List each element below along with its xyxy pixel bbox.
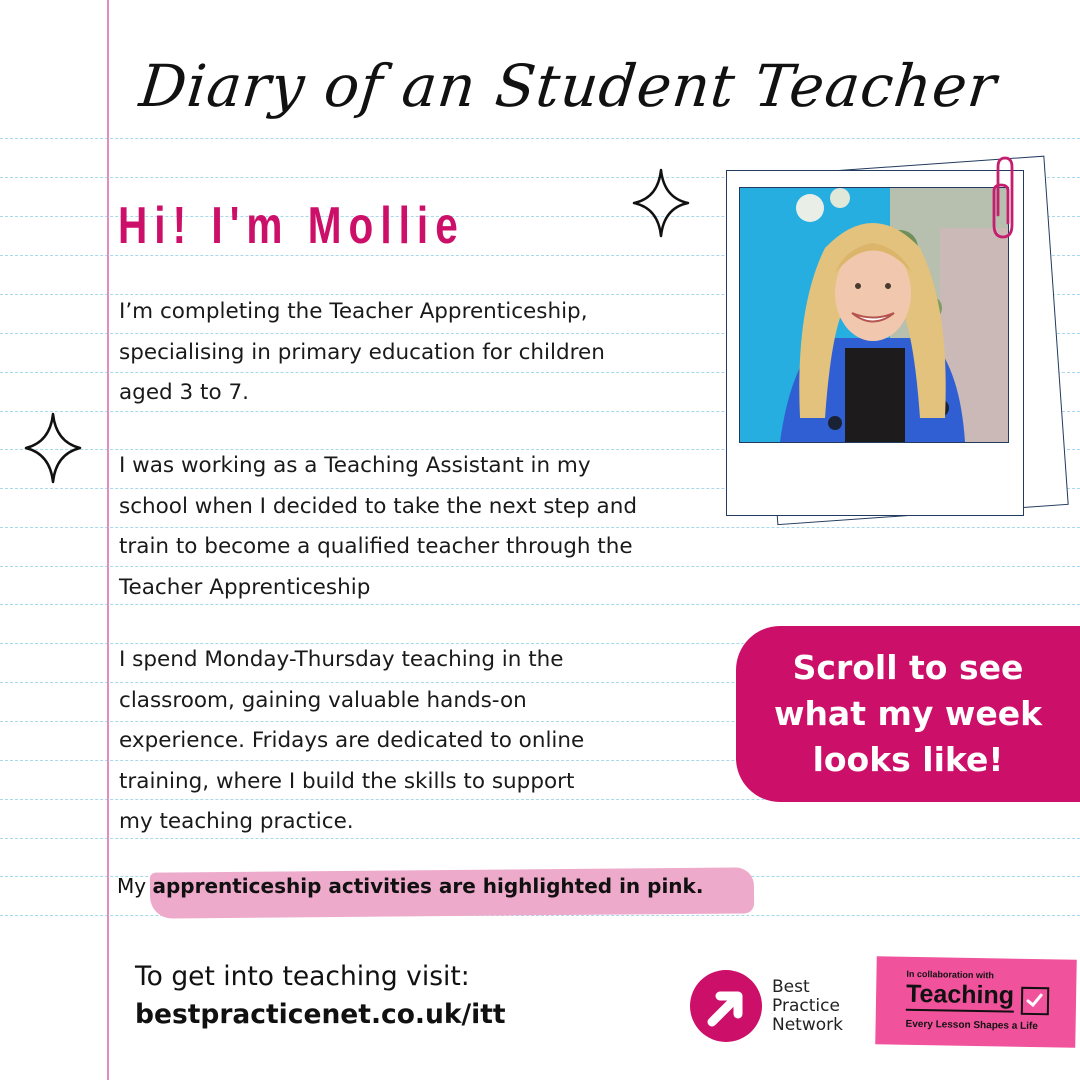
collab-label: In collaboration with (906, 968, 995, 981)
cta-line: looks like! (812, 740, 1004, 779)
background-paragraph (119, 446, 637, 608)
greeting-heading: Hi! I'm Mollie (118, 197, 465, 255)
portrait-illustration (740, 188, 1008, 442)
text-line: Teacher Apprenticeship (119, 574, 371, 600)
visit-label: To get into teaching visit: (135, 961, 470, 992)
cta-line: what my week (773, 694, 1043, 733)
teaching-logo (875, 956, 1077, 1047)
text-line: training, where I build the skills to support (119, 768, 575, 794)
bpn-word: Network (772, 1014, 843, 1035)
polaroid-frame (726, 170, 1024, 516)
highlight-prefix: My (117, 874, 147, 898)
cta-line: Scroll to see (792, 648, 1024, 687)
highlight-text: apprenticeship activities are highlighted in pink. (152, 874, 704, 898)
text-line: specialising in primary education for children (119, 339, 605, 365)
teaching-tagline: Every Lesson Shapes a Life (905, 1018, 1038, 1033)
checkbox-icon (1021, 987, 1049, 1015)
text-line: aged 3 to 7. (119, 380, 249, 405)
website-link[interactable]: bestpracticenet.co.uk/itt (135, 999, 506, 1030)
bpn-circle (690, 970, 762, 1042)
visit-info (135, 958, 506, 1034)
schedule-paragraph (119, 640, 584, 843)
sparkle-icon (24, 412, 82, 484)
text-line: I’m completing the Teacher Apprenticeship, (119, 299, 588, 324)
text-line: school when I decided to take the next step and (119, 493, 638, 519)
text-line: I spend Monday-Thursday teaching in the (119, 647, 564, 672)
scroll-cta-banner (736, 626, 1080, 802)
text-line: my teaching practice. (119, 809, 354, 834)
text-line: experience. Fridays are dedicated to online (119, 728, 585, 753)
text-line: I was working as a Teaching Assistant in my (119, 453, 591, 478)
bpn-arrow-icon (690, 970, 762, 1042)
text-line: classroom, gaining valuable hands-on (119, 687, 527, 713)
text-line: train to become a qualified teacher through the (119, 534, 633, 559)
paperclip-icon (990, 155, 1016, 241)
sparkle-icon (632, 168, 690, 238)
bpn-word: Practice (772, 995, 840, 1016)
bpn-logo (690, 970, 843, 1042)
intro-paragraph (119, 292, 605, 414)
ruled-line (0, 138, 1080, 139)
bpn-wordmark (772, 978, 843, 1035)
highlight-note (117, 874, 703, 898)
teaching-wordmark: Teaching (906, 979, 1014, 1013)
margin-line (107, 0, 109, 1080)
bpn-word: Best (772, 976, 810, 997)
profile-photo (739, 187, 1009, 443)
page-title: Diary of an Student Teacher (136, 52, 1001, 120)
